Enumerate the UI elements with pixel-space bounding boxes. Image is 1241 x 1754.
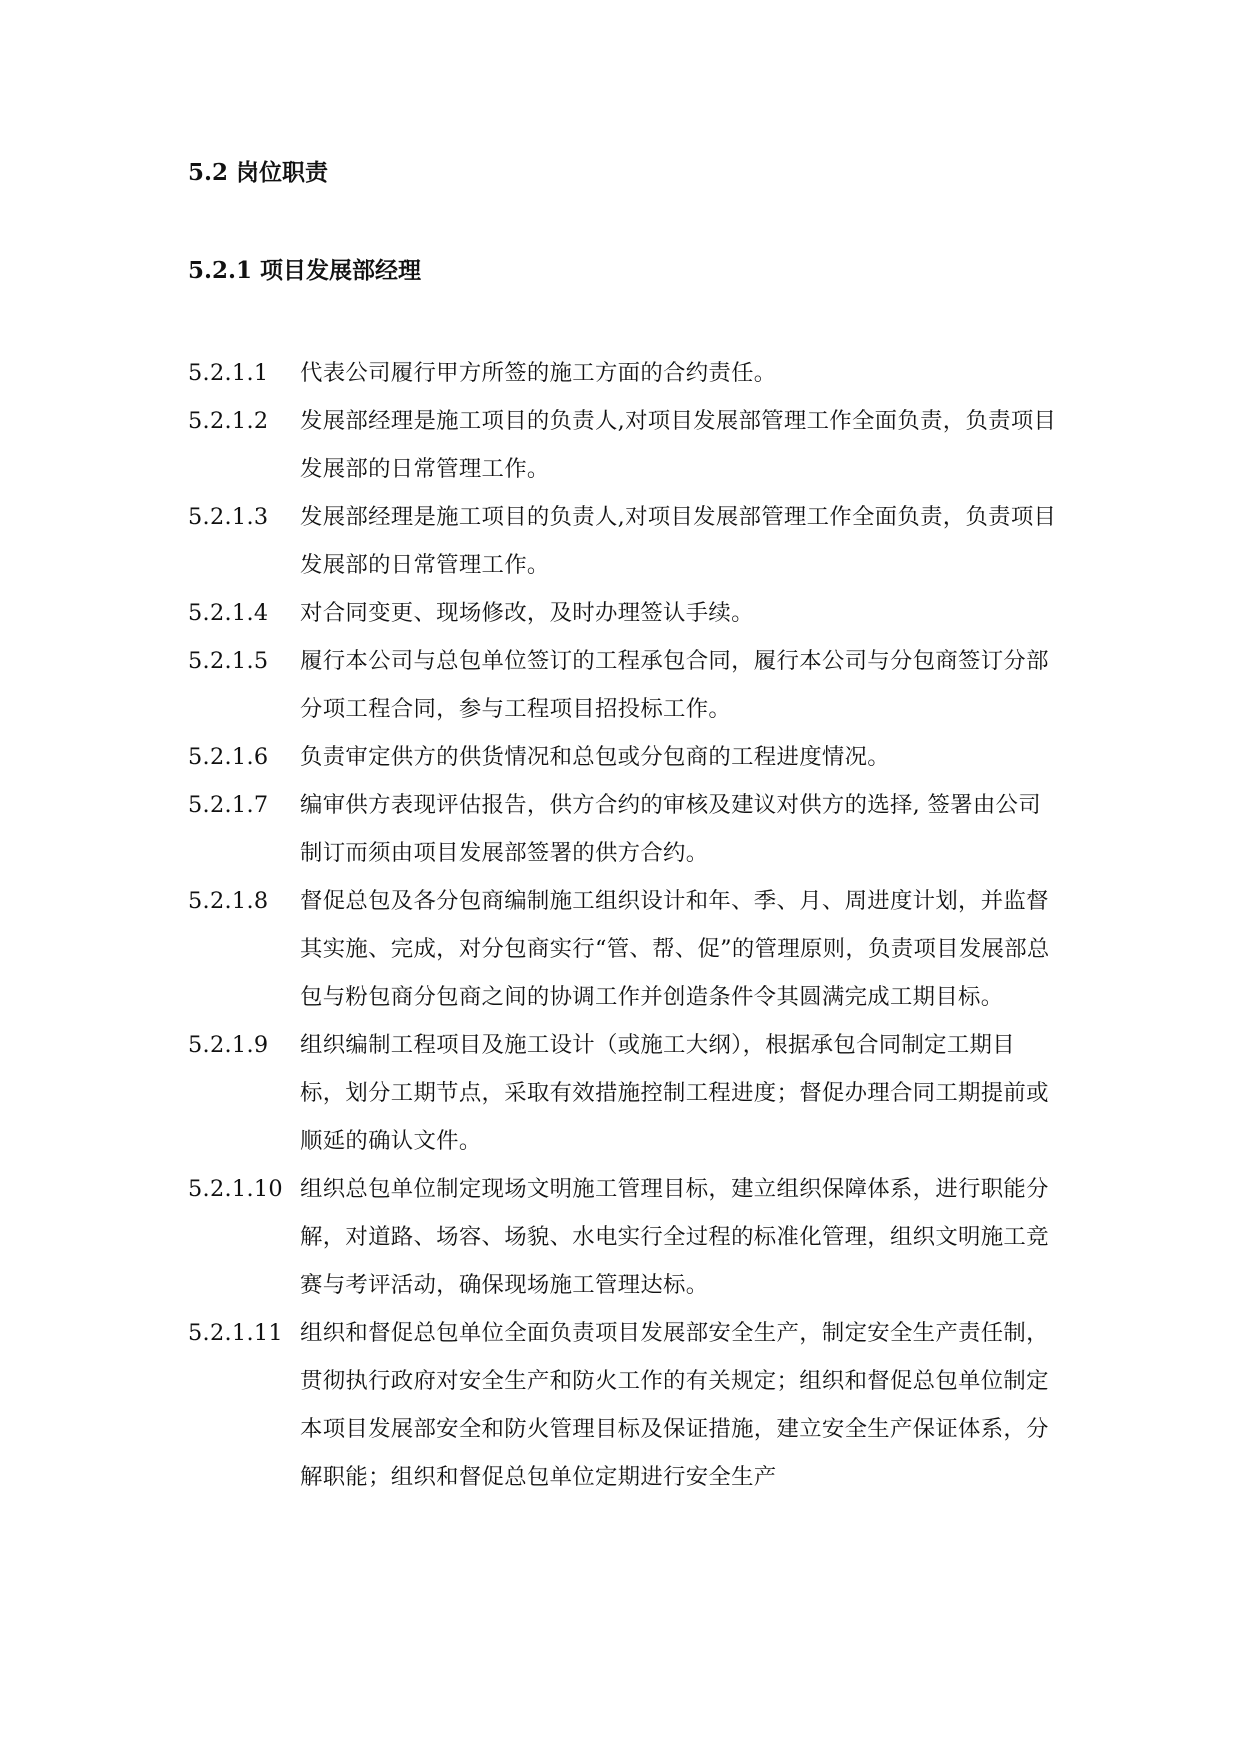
list-item <box>188 877 1058 1021</box>
item-text: 发展部经理是施工项目的负责人,对项目发展部管理工作全面负责，负责项目发展部的日常管理工作。 <box>300 504 1057 578</box>
item-number: 5.2.1.6 <box>188 744 269 770</box>
item-text: 编审供方表现评估报告，供方合约的审核及建议对供方的选择, 签署由公司制订而须由项目发展部签署的供方合约。 <box>300 792 1041 866</box>
list-item <box>188 349 1058 397</box>
item-text: 负责审定供方的供货情况和总包或分包商的工程进度情况。 <box>300 744 890 770</box>
item-number: 5.2.1.3 <box>188 504 269 530</box>
list-item <box>188 781 1058 877</box>
item-text: 组织总包单位制定现场文明施工管理目标，建立组织保障体系，进行职能分解，对道路、场容、场貌、水电实行全过程的标准化管理，组织文明施工竞赛与考评活动，确保现场施工管理达标。 <box>300 1176 1049 1298</box>
item-number: 5.2.1.5 <box>188 648 269 674</box>
item-text: 组织和督促总包单位全面负责项目发展部安全生产，制定安全生产责任制，贯彻执行政府对安全生产和防火工作的有关规定；组织和督促总包单位制定本项目发展部安全和防火管理目标及保证措施，建立安全生产保证体系，分解职能；组织和督促总包单位定期进行安全生产 <box>300 1320 1049 1490</box>
list-item <box>188 1309 1058 1501</box>
item-number: 5.2.1.9 <box>188 1032 269 1058</box>
section-heading: 5.2 岗位职责 <box>188 159 329 186</box>
list-item <box>188 493 1058 589</box>
item-number: 5.2.1.11 <box>188 1320 283 1346</box>
subsection-heading: 5.2.1 项目发展部经理 <box>188 257 422 284</box>
list-item <box>188 1165 1058 1309</box>
list-item <box>188 733 1058 781</box>
item-text: 履行本公司与总包单位签订的工程承包合同，履行本公司与分包商签订分部分项工程合同，参与工程项目招投标工作。 <box>300 648 1049 722</box>
item-number: 5.2.1.8 <box>188 888 269 914</box>
item-number: 5.2.1.7 <box>188 792 269 818</box>
item-text: 发展部经理是施工项目的负责人,对项目发展部管理工作全面负责，负责项目发展部的日常管理工作。 <box>300 408 1057 482</box>
item-number: 5.2.1.2 <box>188 408 269 434</box>
duty-list <box>188 349 1058 1501</box>
list-item <box>188 397 1058 493</box>
item-text: 代表公司履行甲方所签的施工方面的合约责任。 <box>300 360 777 386</box>
item-text: 组织编制工程项目及施工设计（或施工大纲），根据承包合同制定工期目标，划分工期节点，采取有效措施控制工程进度；督促办理合同工期提前或顺延的确认文件。 <box>300 1032 1049 1154</box>
item-text: 督促总包及各分包商编制施工组织设计和年、季、月、周进度计划，并监督其实施、完成，对分包商实行“管、帮、促”的管理原则，负责项目发展部总包与粉包商分包商之间的协调工作并创造条件令其圆满完成工期目标。 <box>300 888 1050 1010</box>
item-number: 5.2.1.4 <box>188 600 269 626</box>
list-item <box>188 637 1058 733</box>
item-number: 5.2.1.10 <box>188 1176 283 1202</box>
item-number: 5.2.1.1 <box>188 360 269 386</box>
list-item <box>188 589 1058 637</box>
list-item <box>188 1021 1058 1165</box>
item-text: 对合同变更、现场修改，及时办理签认手续。 <box>300 600 754 626</box>
